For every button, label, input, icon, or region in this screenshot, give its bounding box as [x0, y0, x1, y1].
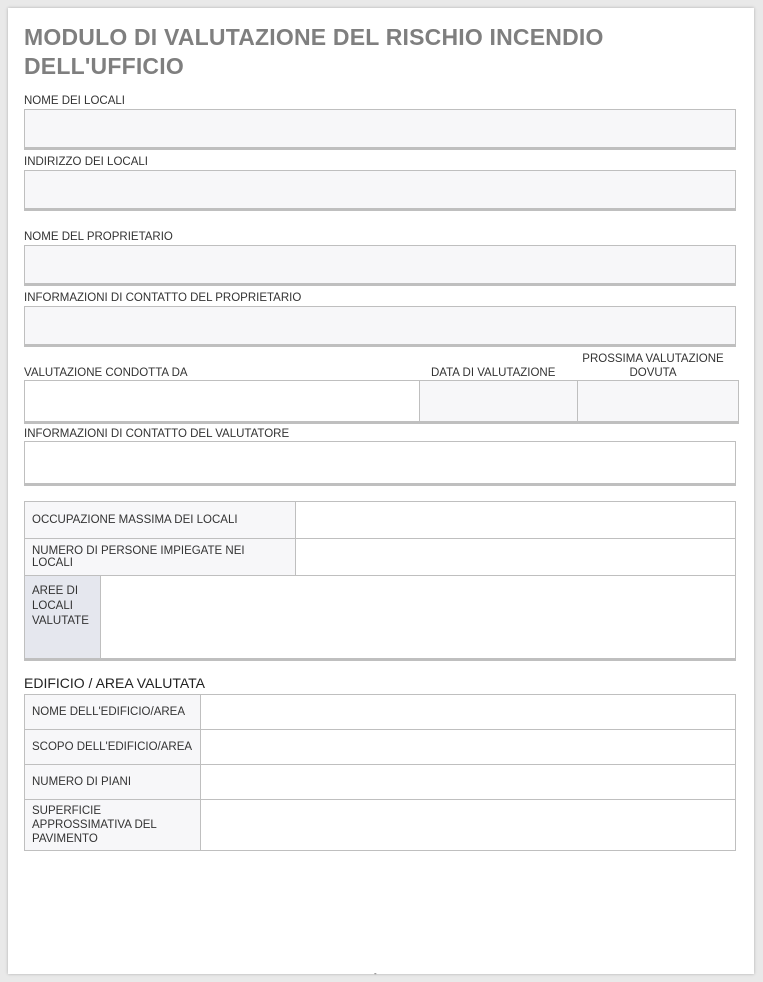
- floor-area-field[interactable]: [201, 800, 736, 851]
- assessed-by-field[interactable]: [25, 381, 420, 421]
- table-row: [25, 695, 736, 730]
- assessor-contact-field[interactable]: [24, 441, 736, 486]
- areas-assessed-label: AREE DI LOCALI VALUTATE: [25, 576, 101, 660]
- assessment-date-label: DATA DI VALUTAZIONE: [431, 367, 556, 379]
- floors-field[interactable]: [201, 765, 736, 800]
- building-section-heading: EDIFICIO / AREA VALUTATA: [24, 675, 206, 691]
- page-mark: -: [374, 969, 377, 978]
- floor-area-label: SUPERFICIE APPROSSIMATIVA DEL PAVIMENTO: [25, 800, 201, 851]
- table-row: [25, 539, 736, 576]
- building-name-field[interactable]: [201, 695, 736, 730]
- building-table: [24, 694, 736, 851]
- areas-assessed-field[interactable]: [101, 576, 736, 660]
- owner-name-field[interactable]: [24, 245, 736, 286]
- premises-name-label: NOME DEI LOCALI: [24, 95, 125, 107]
- building-name-label: NOME DELL'EDIFICIO/AREA: [25, 695, 201, 730]
- premises-address-label: INDIRIZZO DEI LOCALI: [24, 156, 148, 168]
- table-row: [25, 576, 736, 660]
- employees-field[interactable]: [296, 539, 736, 576]
- assessment-row: [24, 380, 739, 424]
- owner-name-label: NOME DEL PROPRIETARIO: [24, 231, 173, 243]
- floors-label: NUMERO DI PIANI: [25, 765, 201, 800]
- assessor-contact-label: INFORMAZIONI DI CONTATTO DEL VALUTATORE: [24, 428, 290, 440]
- table-row: [25, 765, 736, 800]
- table-row: [25, 800, 736, 851]
- table-row: [25, 730, 736, 765]
- table-row: [25, 502, 736, 539]
- assessed-by-label: VALUTAZIONE CONDOTTA DA: [24, 367, 188, 379]
- building-purpose-field[interactable]: [201, 730, 736, 765]
- premises-address-field[interactable]: [24, 170, 736, 211]
- owner-contact-field[interactable]: [24, 306, 736, 347]
- page-title: MODULO DI VALUTAZIONE DEL RISCHIO INCENDIO DELL'UFFICIO: [24, 24, 604, 79]
- next-assessment-label: PROSSIMA VALUTAZIONE DOVUTA: [582, 353, 724, 379]
- owner-contact-label: INFORMAZIONI DI CONTATTO DEL PROPRIETARIO: [24, 292, 302, 304]
- building-purpose-label: SCOPO DELL'EDIFICIO/AREA: [25, 730, 201, 765]
- premises-name-field[interactable]: [24, 109, 736, 150]
- max-occupancy-field[interactable]: [296, 502, 736, 539]
- employees-label: NUMERO DI PERSONE IMPIEGATE NEI LOCALI: [25, 539, 296, 576]
- next-assessment-field[interactable]: [578, 381, 738, 421]
- max-occupancy-label: OCCUPAZIONE MASSIMA DEI LOCALI: [25, 502, 296, 539]
- document-page: [8, 8, 754, 978]
- assessment-date-field[interactable]: [420, 381, 578, 421]
- occupancy-table: [24, 501, 736, 661]
